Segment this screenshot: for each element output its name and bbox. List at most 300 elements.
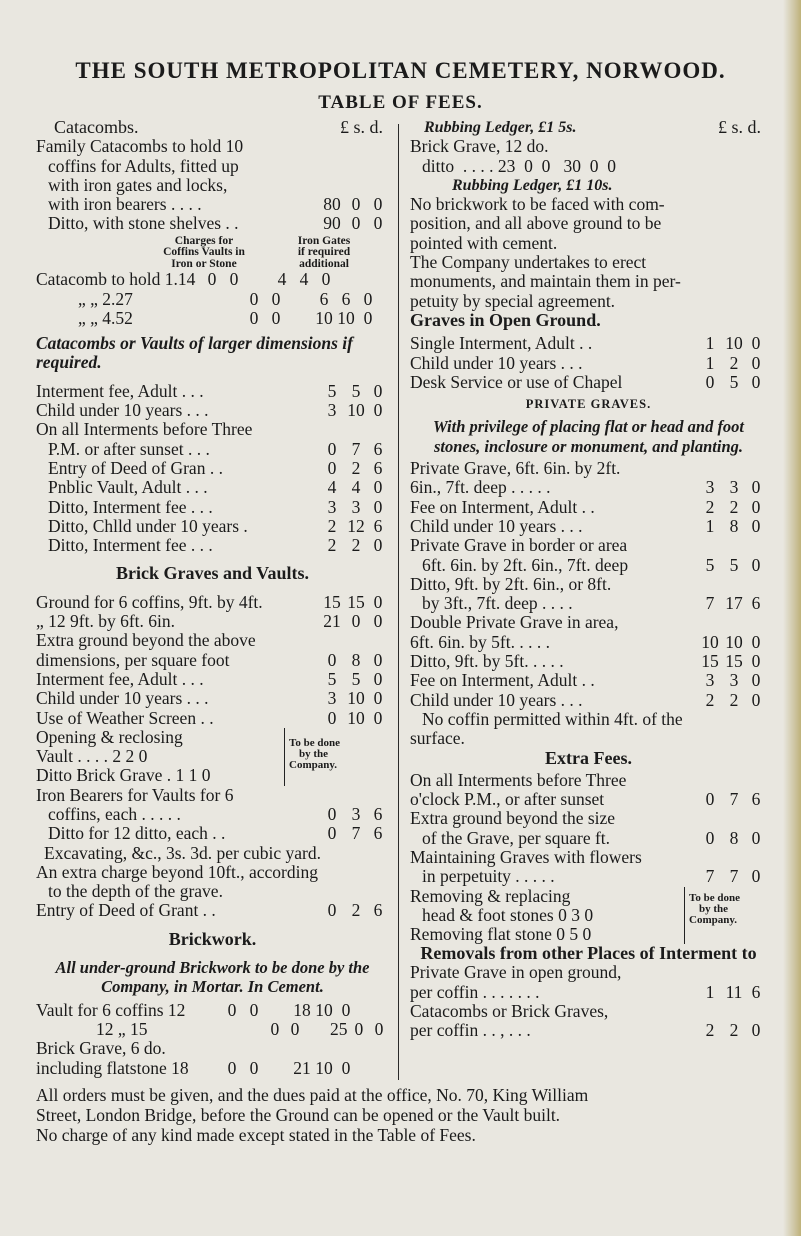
shillings-value: 7 bbox=[729, 789, 739, 810]
fee-description: Child under 10 years . . . bbox=[410, 353, 583, 373]
shillings-value: 10 bbox=[337, 307, 355, 328]
fee-description: Use of Weather Screen . . bbox=[36, 708, 214, 728]
pounds-value: 2 bbox=[705, 1020, 715, 1041]
fee-row-group bbox=[36, 651, 389, 728]
pence-value: 0 bbox=[271, 307, 281, 328]
shillings-value: 7 bbox=[729, 866, 739, 887]
fee-row bbox=[36, 1001, 389, 1020]
fee-description: Desk Service or use of Chapel bbox=[410, 372, 623, 392]
pounds-value: 7 bbox=[705, 866, 715, 887]
pence-value: 0 bbox=[373, 496, 383, 517]
text-line: Iron Bearers for Vaults for 6 bbox=[36, 784, 234, 805]
fee-row-group bbox=[36, 440, 389, 556]
fee-row bbox=[36, 612, 389, 631]
fee-row bbox=[36, 689, 389, 708]
catacombs-heading bbox=[36, 118, 389, 137]
fee-row bbox=[410, 652, 767, 671]
right-column bbox=[410, 118, 767, 1041]
pounds-value: 15 bbox=[323, 591, 341, 612]
pence-value: 0 bbox=[373, 213, 383, 234]
removals-heading: Removals from other Places of Interment to bbox=[420, 943, 757, 964]
text-line: Maintaining Graves with flowers bbox=[410, 846, 642, 867]
fee-row bbox=[36, 593, 389, 612]
shillings-value: 0 bbox=[249, 288, 259, 309]
shillings-value: 3 bbox=[351, 496, 361, 517]
fee-row-group bbox=[410, 790, 767, 809]
header-line: if required bbox=[297, 246, 351, 259]
fee-description: coffins, each . . . . . bbox=[48, 805, 181, 824]
pounds-value: 6 bbox=[319, 288, 329, 309]
pence-value: 6 bbox=[751, 981, 761, 1002]
fee-row bbox=[36, 309, 389, 328]
fee-row-group bbox=[410, 594, 767, 613]
fee-row bbox=[410, 1021, 767, 1040]
text-line: Removing & replacing bbox=[410, 885, 571, 906]
fee-row bbox=[410, 829, 767, 848]
fee-description: 12 „ 15 bbox=[96, 1018, 148, 1039]
text-line: Excavating, &c., 3s. 3d. per cubic yard. bbox=[44, 842, 321, 863]
header-line: Iron Gates bbox=[297, 234, 351, 247]
pence-value: 6 bbox=[373, 515, 383, 536]
brick-grave-12-row: ditto . . . . 23 0 0 30 0 0 bbox=[422, 155, 616, 176]
footer-line: No charge of any kind made except stated in the Table of Fees. bbox=[36, 1124, 476, 1145]
shillings-value: 15 bbox=[347, 591, 365, 612]
shillings-value: 0 bbox=[207, 269, 217, 290]
fee-row bbox=[36, 498, 389, 517]
shillings-value: 5 bbox=[351, 380, 361, 401]
text-line: Double Private Grave in area, bbox=[410, 612, 619, 633]
fee-row bbox=[36, 651, 389, 670]
pounds-value: 10 bbox=[315, 307, 333, 328]
pence-value: 6 bbox=[373, 900, 383, 921]
fee-description: Ditto, Interment fee . . . bbox=[48, 497, 213, 517]
shillings-value: 10 bbox=[347, 707, 365, 728]
larger-dimensions-note: Catacombs or Vaults of larger dimensions if required. bbox=[36, 333, 353, 373]
fee-row bbox=[36, 517, 389, 536]
pounds-value: 25 bbox=[330, 1018, 348, 1039]
fee-row-group bbox=[36, 195, 389, 234]
opening-vault-row: Vault . . . . 2 2 0 bbox=[36, 746, 148, 767]
pounds-value: 7 bbox=[705, 593, 715, 614]
pence-value: 0 bbox=[321, 269, 331, 290]
pounds-value: 90 bbox=[323, 213, 341, 234]
pounds-value: 0 bbox=[327, 823, 337, 844]
removing-head-foot-row: head & foot stones 0 3 0 bbox=[422, 904, 594, 925]
text-line: On all Interments before Three bbox=[36, 419, 253, 440]
removing-replacing-block bbox=[410, 887, 767, 945]
shillings-value: 12 bbox=[347, 515, 365, 536]
fee-description: „ „ 4.52 bbox=[78, 307, 133, 328]
fee-description: Entry of Deed of Gran . . bbox=[48, 458, 223, 478]
note-line: Company. bbox=[289, 758, 337, 771]
fee-row-group bbox=[410, 983, 767, 1002]
shillings-value: 0 bbox=[249, 307, 259, 328]
pounds-value: 1 bbox=[705, 333, 715, 354]
column-divider bbox=[398, 124, 399, 1080]
shillings-value: 5 bbox=[729, 554, 739, 575]
fee-description: of the Grave, per square ft. bbox=[422, 828, 611, 848]
text-line: Private Grave in border or area bbox=[410, 535, 628, 556]
pounds-value: 2 bbox=[705, 689, 715, 710]
fee-row bbox=[36, 440, 389, 459]
opening-reclosing-block bbox=[36, 728, 389, 786]
fee-row bbox=[36, 478, 389, 497]
pence-value: 0 bbox=[373, 380, 383, 401]
pounds-value: 10 bbox=[701, 631, 719, 652]
shillings-value: 5 bbox=[351, 668, 361, 689]
pence-value: 0 bbox=[374, 1018, 384, 1039]
fee-row bbox=[410, 594, 767, 613]
fee-row bbox=[410, 691, 767, 710]
fee-row bbox=[410, 354, 767, 373]
pence-value: 0 bbox=[751, 631, 761, 652]
text-line: Extra ground beyond the size bbox=[410, 808, 616, 829]
fee-description: Child under 10 years . . . bbox=[36, 689, 209, 709]
fee-row bbox=[410, 790, 767, 809]
text-line: Opening & reclosing bbox=[36, 726, 183, 747]
fee-row bbox=[410, 983, 767, 1002]
shillings-value: 8 bbox=[729, 827, 739, 848]
fee-description: with iron bearers . . . . bbox=[48, 195, 202, 215]
fee-row-group bbox=[410, 556, 767, 575]
text-line: petuity by special agreement. bbox=[410, 290, 616, 311]
shillings-value: 2 bbox=[729, 496, 739, 517]
fee-row bbox=[36, 709, 389, 728]
pounds-value: 21 bbox=[293, 1057, 311, 1078]
shillings-value: 10 bbox=[347, 688, 365, 709]
to-be-done-note bbox=[684, 887, 767, 945]
pounds-value: 1 bbox=[705, 352, 715, 373]
shillings-value: 6 bbox=[341, 288, 351, 309]
pounds-value: 0 bbox=[705, 827, 715, 848]
fee-description: Child under 10 years . . . bbox=[410, 690, 583, 710]
pounds-value: 0 bbox=[327, 804, 337, 824]
pounds-value: 5 bbox=[327, 668, 337, 689]
fee-description: Pnblic Vault, Adult . . . bbox=[48, 478, 208, 498]
pence-value: 0 bbox=[271, 288, 281, 309]
fee-row bbox=[410, 373, 767, 392]
table-of-fees-heading: TABLE OF FEES. bbox=[318, 92, 483, 113]
fee-description: „ „ 2.27 bbox=[78, 288, 133, 309]
pence-value: 0 bbox=[751, 352, 761, 373]
rubbing-ledger-heading bbox=[410, 118, 767, 137]
shillings-value: 3 bbox=[351, 804, 361, 824]
fee-row-group bbox=[36, 901, 389, 920]
text-line: On all Interments before Three bbox=[410, 769, 627, 790]
brickwork-note: All under-ground Brickwork to be done by the Company, in Mortar. In Cement. bbox=[55, 958, 370, 997]
charges-column-head bbox=[144, 236, 264, 271]
text-line: to the depth of the grave. bbox=[48, 881, 223, 902]
open-ground-heading: Graves in Open Ground. bbox=[410, 309, 601, 330]
fee-row-group bbox=[410, 1021, 767, 1040]
text-line: Private Grave in open ground, bbox=[410, 962, 622, 983]
fee-description: Ditto for 12 ditto, each . . bbox=[48, 824, 226, 844]
shillings-value: 3 bbox=[729, 670, 739, 691]
fee-description: 6in., 7ft. deep . . . . . bbox=[410, 478, 551, 498]
pounds-value: 21 bbox=[323, 611, 341, 632]
fee-description: by 3ft., 7ft. deep . . . . bbox=[422, 594, 573, 614]
fee-description: 6ft. 6in. by 5ft. . . . . bbox=[410, 632, 550, 652]
fee-row bbox=[410, 867, 767, 886]
pounds-value: 4 bbox=[327, 477, 337, 498]
shillings-value: 7 bbox=[351, 438, 361, 459]
shillings-value: 5 bbox=[729, 371, 739, 392]
left-column bbox=[36, 118, 389, 1078]
to-be-done-note bbox=[284, 728, 389, 786]
pounds-value: 1 bbox=[705, 981, 715, 1002]
pence-value: 0 bbox=[373, 400, 383, 421]
pounds-value: 0 bbox=[327, 649, 337, 670]
pounds-value: 2 bbox=[705, 496, 715, 517]
pounds-value: 0 bbox=[327, 457, 337, 478]
fee-description: Child under 10 years . . . bbox=[410, 516, 583, 536]
fee-description: Single Interment, Adult . . bbox=[410, 334, 593, 354]
shillings-value: 0 bbox=[227, 999, 237, 1020]
shillings-value: 2 bbox=[351, 900, 361, 921]
shillings-value: 2 bbox=[729, 689, 739, 710]
fee-row-group bbox=[36, 593, 389, 632]
fee-row bbox=[410, 498, 767, 517]
pence-value: 0 bbox=[373, 535, 383, 556]
fee-row bbox=[36, 1020, 389, 1039]
fee-row bbox=[410, 633, 767, 652]
fee-description: per coffin . . , . . . bbox=[410, 1021, 531, 1041]
brickwork-rows bbox=[36, 1001, 389, 1040]
pence-value: 0 bbox=[373, 591, 383, 612]
pounds-value: 0 bbox=[327, 438, 337, 459]
note-line: To be done bbox=[689, 891, 740, 904]
footer-notice bbox=[36, 1086, 766, 1145]
fee-row-group bbox=[36, 805, 389, 844]
pounds-value: 15 bbox=[701, 651, 719, 672]
private-graves-heading: PRIVATE GRAVES. bbox=[525, 397, 652, 412]
shillings-value: 10 bbox=[725, 631, 743, 652]
fee-description: P.M. or after sunset . . . bbox=[48, 439, 210, 459]
pence-value: 0 bbox=[751, 670, 761, 691]
fee-row-group bbox=[410, 867, 767, 886]
spacer bbox=[287, 309, 313, 328]
catacomb-size-rows bbox=[36, 270, 389, 328]
shillings-value: 2 bbox=[729, 1020, 739, 1041]
shillings-value: 10 bbox=[315, 1057, 333, 1078]
fee-description: in perpetuity . . . . . bbox=[422, 867, 555, 887]
fee-row-group bbox=[410, 478, 767, 536]
fee-row bbox=[36, 382, 389, 401]
header-line: Iron or Stone bbox=[171, 257, 237, 270]
fee-description: including flatstone 18 bbox=[36, 1057, 189, 1078]
text-line: position, and all above ground to be bbox=[410, 213, 662, 234]
brickwork-heading: Brickwork. bbox=[168, 928, 257, 949]
fee-description: 6ft. 6in. by 2ft. 6in., 7ft. deep bbox=[422, 555, 629, 575]
removing-flat-stone-row: Removing flat stone 0 5 0 bbox=[410, 924, 592, 945]
pounds-value: 18 bbox=[293, 999, 311, 1020]
catacombs-title: Catacombs. bbox=[54, 117, 139, 137]
pence-value: 6 bbox=[373, 804, 383, 824]
pence-value: 0 bbox=[751, 651, 761, 672]
pence-value: 0 bbox=[229, 269, 239, 290]
text-line: Extra ground beyond the above bbox=[36, 630, 256, 651]
spacer bbox=[305, 1020, 329, 1039]
fee-row bbox=[36, 214, 389, 233]
pence-value: 0 bbox=[363, 307, 373, 328]
fee-row bbox=[36, 1059, 389, 1078]
pounds-value: 5 bbox=[705, 554, 715, 575]
fee-description: dimensions, per square foot bbox=[36, 650, 230, 670]
pence-value: 0 bbox=[249, 999, 259, 1020]
text-line: surface. bbox=[410, 728, 465, 749]
pounds-value: 3 bbox=[705, 670, 715, 691]
pence-value: 0 bbox=[751, 827, 761, 848]
fee-row bbox=[410, 556, 767, 575]
shillings-value: 17 bbox=[725, 593, 743, 614]
pounds-value: 2 bbox=[327, 515, 337, 536]
spacer bbox=[265, 1001, 291, 1020]
currency-header: £ s. d. bbox=[339, 117, 383, 137]
footer-line: Street, London Bridge, before the Ground can be opened or the Vault built. bbox=[36, 1104, 561, 1125]
shillings-value: 0 bbox=[351, 611, 361, 632]
text-line: The Company undertakes to erect bbox=[410, 252, 647, 273]
fee-description: Vault for 6 coffins 12 bbox=[36, 999, 186, 1020]
family-catacombs-text bbox=[36, 137, 389, 195]
pounds-value: 0 bbox=[327, 900, 337, 921]
fee-description: Child under 10 years . . . bbox=[36, 401, 209, 421]
pounds-value: 4 bbox=[277, 269, 287, 290]
rubbing-ledger-text: Rubbing Ledger, £1 10s. bbox=[452, 176, 613, 194]
shillings-value: 10 bbox=[315, 999, 333, 1020]
shillings-value: 0 bbox=[227, 1057, 237, 1078]
fee-row bbox=[410, 478, 767, 497]
privilege-note: With privilege of placing flat or head and foot stones, inclosure or monument, and planting. bbox=[432, 417, 745, 456]
text-line: Brick Grave, 6 do. bbox=[36, 1038, 166, 1059]
pounds-value: 0 bbox=[327, 707, 337, 728]
fee-description: „ 12 9ft. by 6ft. 6in. bbox=[36, 612, 176, 632]
text-line: pointed with cement. bbox=[410, 232, 558, 253]
currency-header: £ s. d. bbox=[717, 117, 761, 137]
note-line: To be done bbox=[289, 736, 340, 749]
pence-value: 0 bbox=[373, 194, 383, 215]
text-line: with iron gates and locks, bbox=[48, 174, 228, 195]
pence-value: 0 bbox=[290, 1018, 300, 1039]
shillings-value: 10 bbox=[725, 333, 743, 354]
fee-row bbox=[36, 270, 389, 289]
fee-description: Ditto, Chlld under 10 years . bbox=[48, 516, 248, 536]
extra-fees-heading: Extra Fees. bbox=[545, 747, 632, 768]
spacer bbox=[287, 290, 313, 309]
fee-description: Interment fee, Adult . . . bbox=[36, 669, 204, 689]
text-line: An extra charge beyond 10ft., according bbox=[36, 861, 318, 882]
note-line: Company. bbox=[689, 913, 737, 926]
pence-value: 0 bbox=[341, 999, 351, 1020]
pence-value: 0 bbox=[373, 668, 383, 689]
text-line: Private Grave, 6ft. 6in. by 2ft. bbox=[410, 458, 621, 479]
fee-row bbox=[36, 290, 389, 309]
pounds-value: 3 bbox=[327, 688, 337, 709]
spacer bbox=[245, 270, 271, 289]
shillings-value: 0 bbox=[354, 1018, 364, 1039]
pence-value: 6 bbox=[373, 438, 383, 459]
pence-value: 0 bbox=[751, 1020, 761, 1041]
fee-row bbox=[36, 670, 389, 689]
text-line: coffins for Adults, fitted up bbox=[48, 155, 239, 176]
text-line: Catacombs or Brick Graves, bbox=[410, 1001, 609, 1022]
header-line: additional bbox=[299, 257, 349, 270]
shillings-value: 4 bbox=[299, 269, 309, 290]
pence-value: 0 bbox=[373, 688, 383, 709]
pounds-value: 1 bbox=[705, 515, 715, 536]
fee-row bbox=[36, 901, 389, 920]
fee-description: Ditto, 9ft. by 5ft. . . . . bbox=[410, 652, 564, 672]
pounds-value: 0 bbox=[705, 789, 715, 810]
fee-description: Ground for 6 coffins, 9ft. by 4ft. bbox=[36, 592, 263, 612]
text-line: Family Catacombs to hold 10 bbox=[36, 136, 244, 157]
fee-description: Interment fee, Adult . . . bbox=[36, 381, 204, 401]
brick-graves-heading: Brick Graves and Vaults. bbox=[115, 563, 310, 584]
fee-row bbox=[36, 824, 389, 843]
fee-description: Ditto, with stone shelves . . bbox=[48, 214, 239, 234]
spacer bbox=[265, 1059, 291, 1078]
shillings-value: 0 bbox=[351, 213, 361, 234]
fee-row-group bbox=[410, 829, 767, 848]
pounds-value: 0 bbox=[705, 371, 715, 392]
shillings-value: 15 bbox=[725, 651, 743, 672]
shillings-value: 0 bbox=[351, 194, 361, 215]
fee-row bbox=[410, 671, 767, 690]
pence-value: 0 bbox=[341, 1057, 351, 1078]
shillings-value: 3 bbox=[729, 477, 739, 498]
fee-description: o'clock P.M., or after sunset bbox=[410, 790, 605, 810]
flatstone-row bbox=[36, 1059, 389, 1078]
text-line: No coffin permitted within 4ft. of the bbox=[422, 708, 683, 729]
shillings-value: 7 bbox=[351, 823, 361, 844]
shillings-value: 2 bbox=[351, 457, 361, 478]
fee-row-group bbox=[410, 633, 767, 710]
fee-description: per coffin . . . . . . . bbox=[410, 982, 540, 1002]
pence-value: 0 bbox=[363, 288, 373, 309]
fee-row bbox=[410, 517, 767, 536]
header-line: Coffins Vaults in bbox=[163, 246, 245, 259]
pence-value: 0 bbox=[751, 477, 761, 498]
pounds-value: 3 bbox=[327, 400, 337, 421]
fee-description: Catacomb to hold 1.14 bbox=[36, 269, 196, 290]
pounds-value: 3 bbox=[327, 496, 337, 517]
fee-description: Fee on Interment, Adult . . bbox=[410, 497, 595, 517]
text-line: Ditto, 9ft. by 2ft. 6in., or 8ft. bbox=[410, 573, 612, 594]
pence-value: 6 bbox=[373, 823, 383, 844]
page-edge bbox=[783, 0, 801, 1236]
pence-value: 0 bbox=[751, 554, 761, 575]
shillings-value: 8 bbox=[351, 649, 361, 670]
header-line: Charges for bbox=[174, 234, 234, 247]
pounds-value: 5 bbox=[327, 380, 337, 401]
note-line: by the bbox=[699, 902, 729, 915]
pence-value: 0 bbox=[373, 707, 383, 728]
shillings-value: 0 bbox=[270, 1018, 280, 1039]
shillings-value: 10 bbox=[347, 400, 365, 421]
pounds-value: 3 bbox=[705, 477, 715, 498]
pence-value: 0 bbox=[373, 649, 383, 670]
catacomb-charges-header bbox=[36, 236, 389, 271]
pence-value: 0 bbox=[249, 1057, 259, 1078]
fee-row bbox=[410, 334, 767, 353]
footer-line: All orders must be given, and the dues paid at the office, No. 70, King William bbox=[36, 1085, 589, 1105]
pence-value: 0 bbox=[751, 371, 761, 392]
page-title: THE SOUTH METROPOLITAN CEMETERY, NORWOOD. bbox=[75, 58, 726, 83]
shillings-value: 2 bbox=[351, 535, 361, 556]
text-line: Brick Grave, 12 do. bbox=[410, 136, 549, 157]
shillings-value: 2 bbox=[729, 352, 739, 373]
fee-row bbox=[36, 401, 389, 420]
pence-value: 0 bbox=[373, 477, 383, 498]
